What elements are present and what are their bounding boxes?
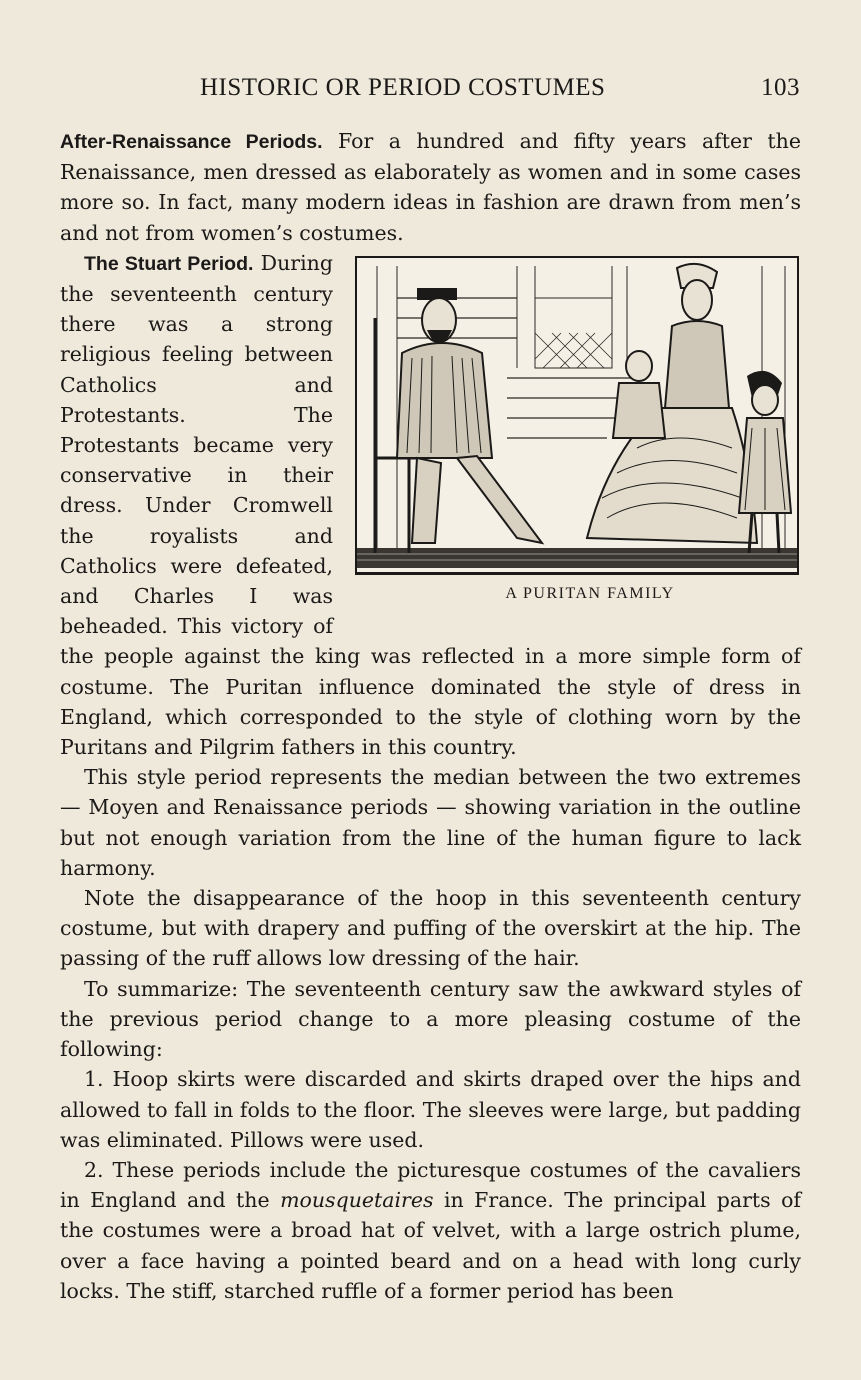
list-item-2-emphasis: mousquetaires xyxy=(280,1188,434,1213)
section-heading-after-renaissance: After-Renaissance Periods. xyxy=(60,131,323,153)
paragraph-hoop-disappearance: Note the disappearance of the hoop in this seventeenth century costume, but with drapery and puffing of the overskirt at the hip. The passing of the ruff allows low dressing of the hair. xyxy=(60,886,801,971)
paragraph-body: During the seventeenth century there was a strong religious feeling between Catholics and Protestants. The Protestants became very conservative in their dress. Under Cromwell the royalists and Catholics were defeated, and Charles I was beheaded. This victory of the people against the king was reflected in a more simple form of costume. The Puritan influence dominated the style of dress in England, which corresponded to the style of clothing worn by the Puritans and Pilgrim fathers in this country. xyxy=(60,250,801,760)
illustration-frame xyxy=(355,256,799,575)
running-header xyxy=(60,74,800,108)
list-item-2-text-b: in France. The principal parts of the costumes were a broad hat of velvet, with a large ostrich plume, over a face having a pointed beard and on a head with long curly locks. The stiff, starched ruffle of a former period has been xyxy=(60,1188,801,1303)
paragraph-summary: To summarize: The seventeenth century saw the awkward styles of the previous period change to a more pleasing costume of the following: xyxy=(60,976,801,1062)
paragraph-median-style: This style period represents the median between the two extremes — Moyen and Renaissance periods — showing variation in the outline but not enough variation from the line of the human figure to lack harmony. xyxy=(60,765,801,880)
paragraph-stuart-period xyxy=(60,248,801,762)
puritan-family-illustration xyxy=(357,258,797,572)
page-number: 103 xyxy=(761,74,800,101)
list-item-2-text-a: 2. These periods include the picturesque costumes of the cavaliers in England and the xyxy=(60,1157,801,1213)
paragraph-after-renaissance xyxy=(60,126,801,248)
paragraph-body: For a hundred and fifty years after the Renaissance, men dressed as elaborately as women and in some cases more so. In fact, many modern ideas in fashion are drawn from men’s and not from women’s costumes. xyxy=(60,129,801,245)
list-item-2 xyxy=(60,1155,801,1306)
body-text xyxy=(60,126,801,1306)
list-item-1: 1. Hoop skirts were discarded and skirts draped over the hips and allowed to fall in folds to the floor. The sleeves were large, but padding was eliminated. Pillows were used. xyxy=(60,1067,801,1152)
figure-caption: A PURITAN FAMILY xyxy=(505,584,675,602)
section-heading-stuart-period: The Stuart Period. xyxy=(84,252,254,275)
running-title: HISTORIC OR PERIOD COSTUMES xyxy=(200,74,606,101)
figure xyxy=(355,256,801,609)
